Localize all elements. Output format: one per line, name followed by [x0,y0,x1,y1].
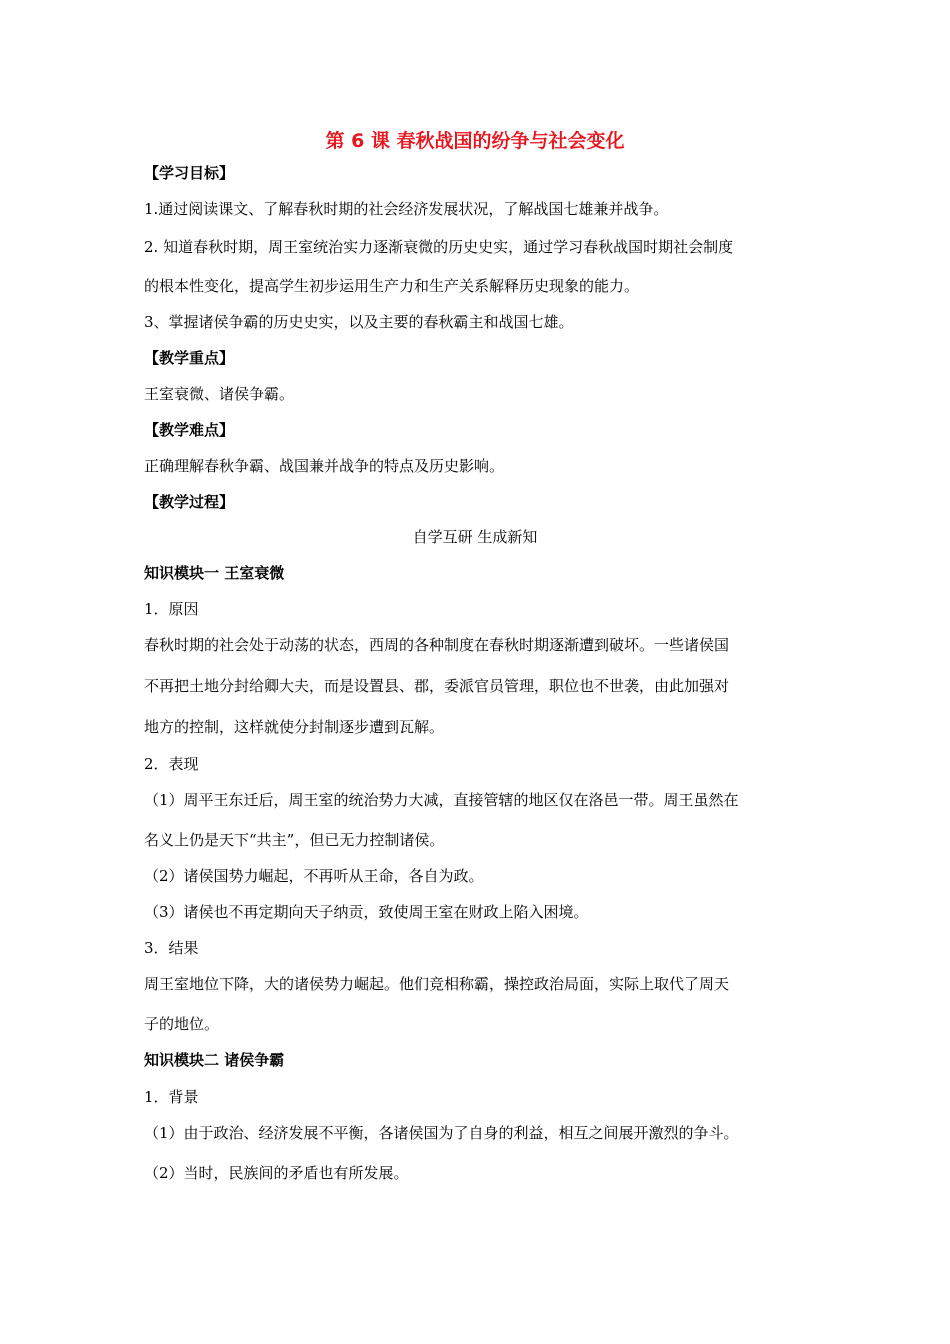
key-points-text: 王室衰微、诸侯争霸。 [144,385,295,403]
process-subtitle: 自学互研 生成新知 [412,528,538,546]
module-1-result-line-2: 子的地位。 [144,1015,220,1033]
module-1-cause-line-3: 地方的控制，这样就使分封制逐步遭到瓦解。 [144,718,445,736]
module-1-cause-heading: 1．原因 [144,600,199,618]
module-1-manifest-line-3: （2）诸侯国势力崛起，不再听从王命，各自为政。 [144,867,484,885]
heading-key-points: 【教学重点】 [144,349,235,367]
heading-difficulties: 【教学难点】 [144,421,235,439]
module-1-cause-line-1: 春秋时期的社会处于动荡的状态，西周的各种制度在春秋时期逐渐遭到破坏。一些诸侯国 [144,636,730,654]
goal-2-line-1: 2. 知道春秋时期，周王室统治实力逐渐衰微的历史史实，通过学习春秋战国时期社会制度 [144,238,734,256]
module-2-background-line-1: （1）由于政治、经济发展不平衡，各诸侯国为了自身的利益，相互之间展开激烈的争斗。 [144,1124,739,1142]
module-1-result-heading: 3．结果 [144,939,199,957]
goal-2-line-2: 的根本性变化，提高学生初步运用生产力和生产关系解释历史现象的能力。 [144,277,640,295]
heading-process: 【教学过程】 [144,493,235,511]
module-2-background-heading: 1．背景 [144,1088,199,1106]
module-1-manifest-line-2: 名义上仍是天下“共主”，但已无力控制诸侯。 [144,831,445,849]
module-1-manifest-line-4: （3）诸侯也不再定期向天子纳贡，致使周王室在财政上陷入困境。 [144,903,589,921]
difficulties-text: 正确理解春秋争霸、战国兼并战争的特点及历史影响。 [144,457,505,475]
lesson-title: 第 6 课 春秋战国的纷争与社会变化 [325,130,625,152]
module-2-background-line-2: （2）当时，民族间的矛盾也有所发展。 [144,1164,409,1182]
module-1-result-line-1: 周王室地位下降，大的诸侯势力崛起。他们竞相称霸，操控政治局面，实际上取代了周天 [144,975,730,993]
module-2-title: 知识模块二 诸侯争霸 [144,1051,285,1069]
heading-goals: 【学习目标】 [144,164,235,182]
module-1-manifest-line-1: （1）周平王东迁后，周王室的统治势力大减，直接管辖的地区仅在洛邑一带。周王虽然在 [144,791,739,809]
module-1-manifest-heading: 2．表现 [144,755,199,773]
goal-1: 1.通过阅读课文、了解春秋时期的社会经济发展状况，了解战国七雄兼并战争。 [144,200,669,218]
module-1-cause-line-2: 不再把土地分封给卿大夫，而是设置县、郡，委派官员管理，职位也不世袭，由此加强对 [144,677,730,695]
goal-3: 3、掌握诸侯争霸的历史史实，以及主要的春秋霸主和战国七雄。 [144,313,574,331]
module-1-title: 知识模块一 王室衰微 [144,564,285,582]
